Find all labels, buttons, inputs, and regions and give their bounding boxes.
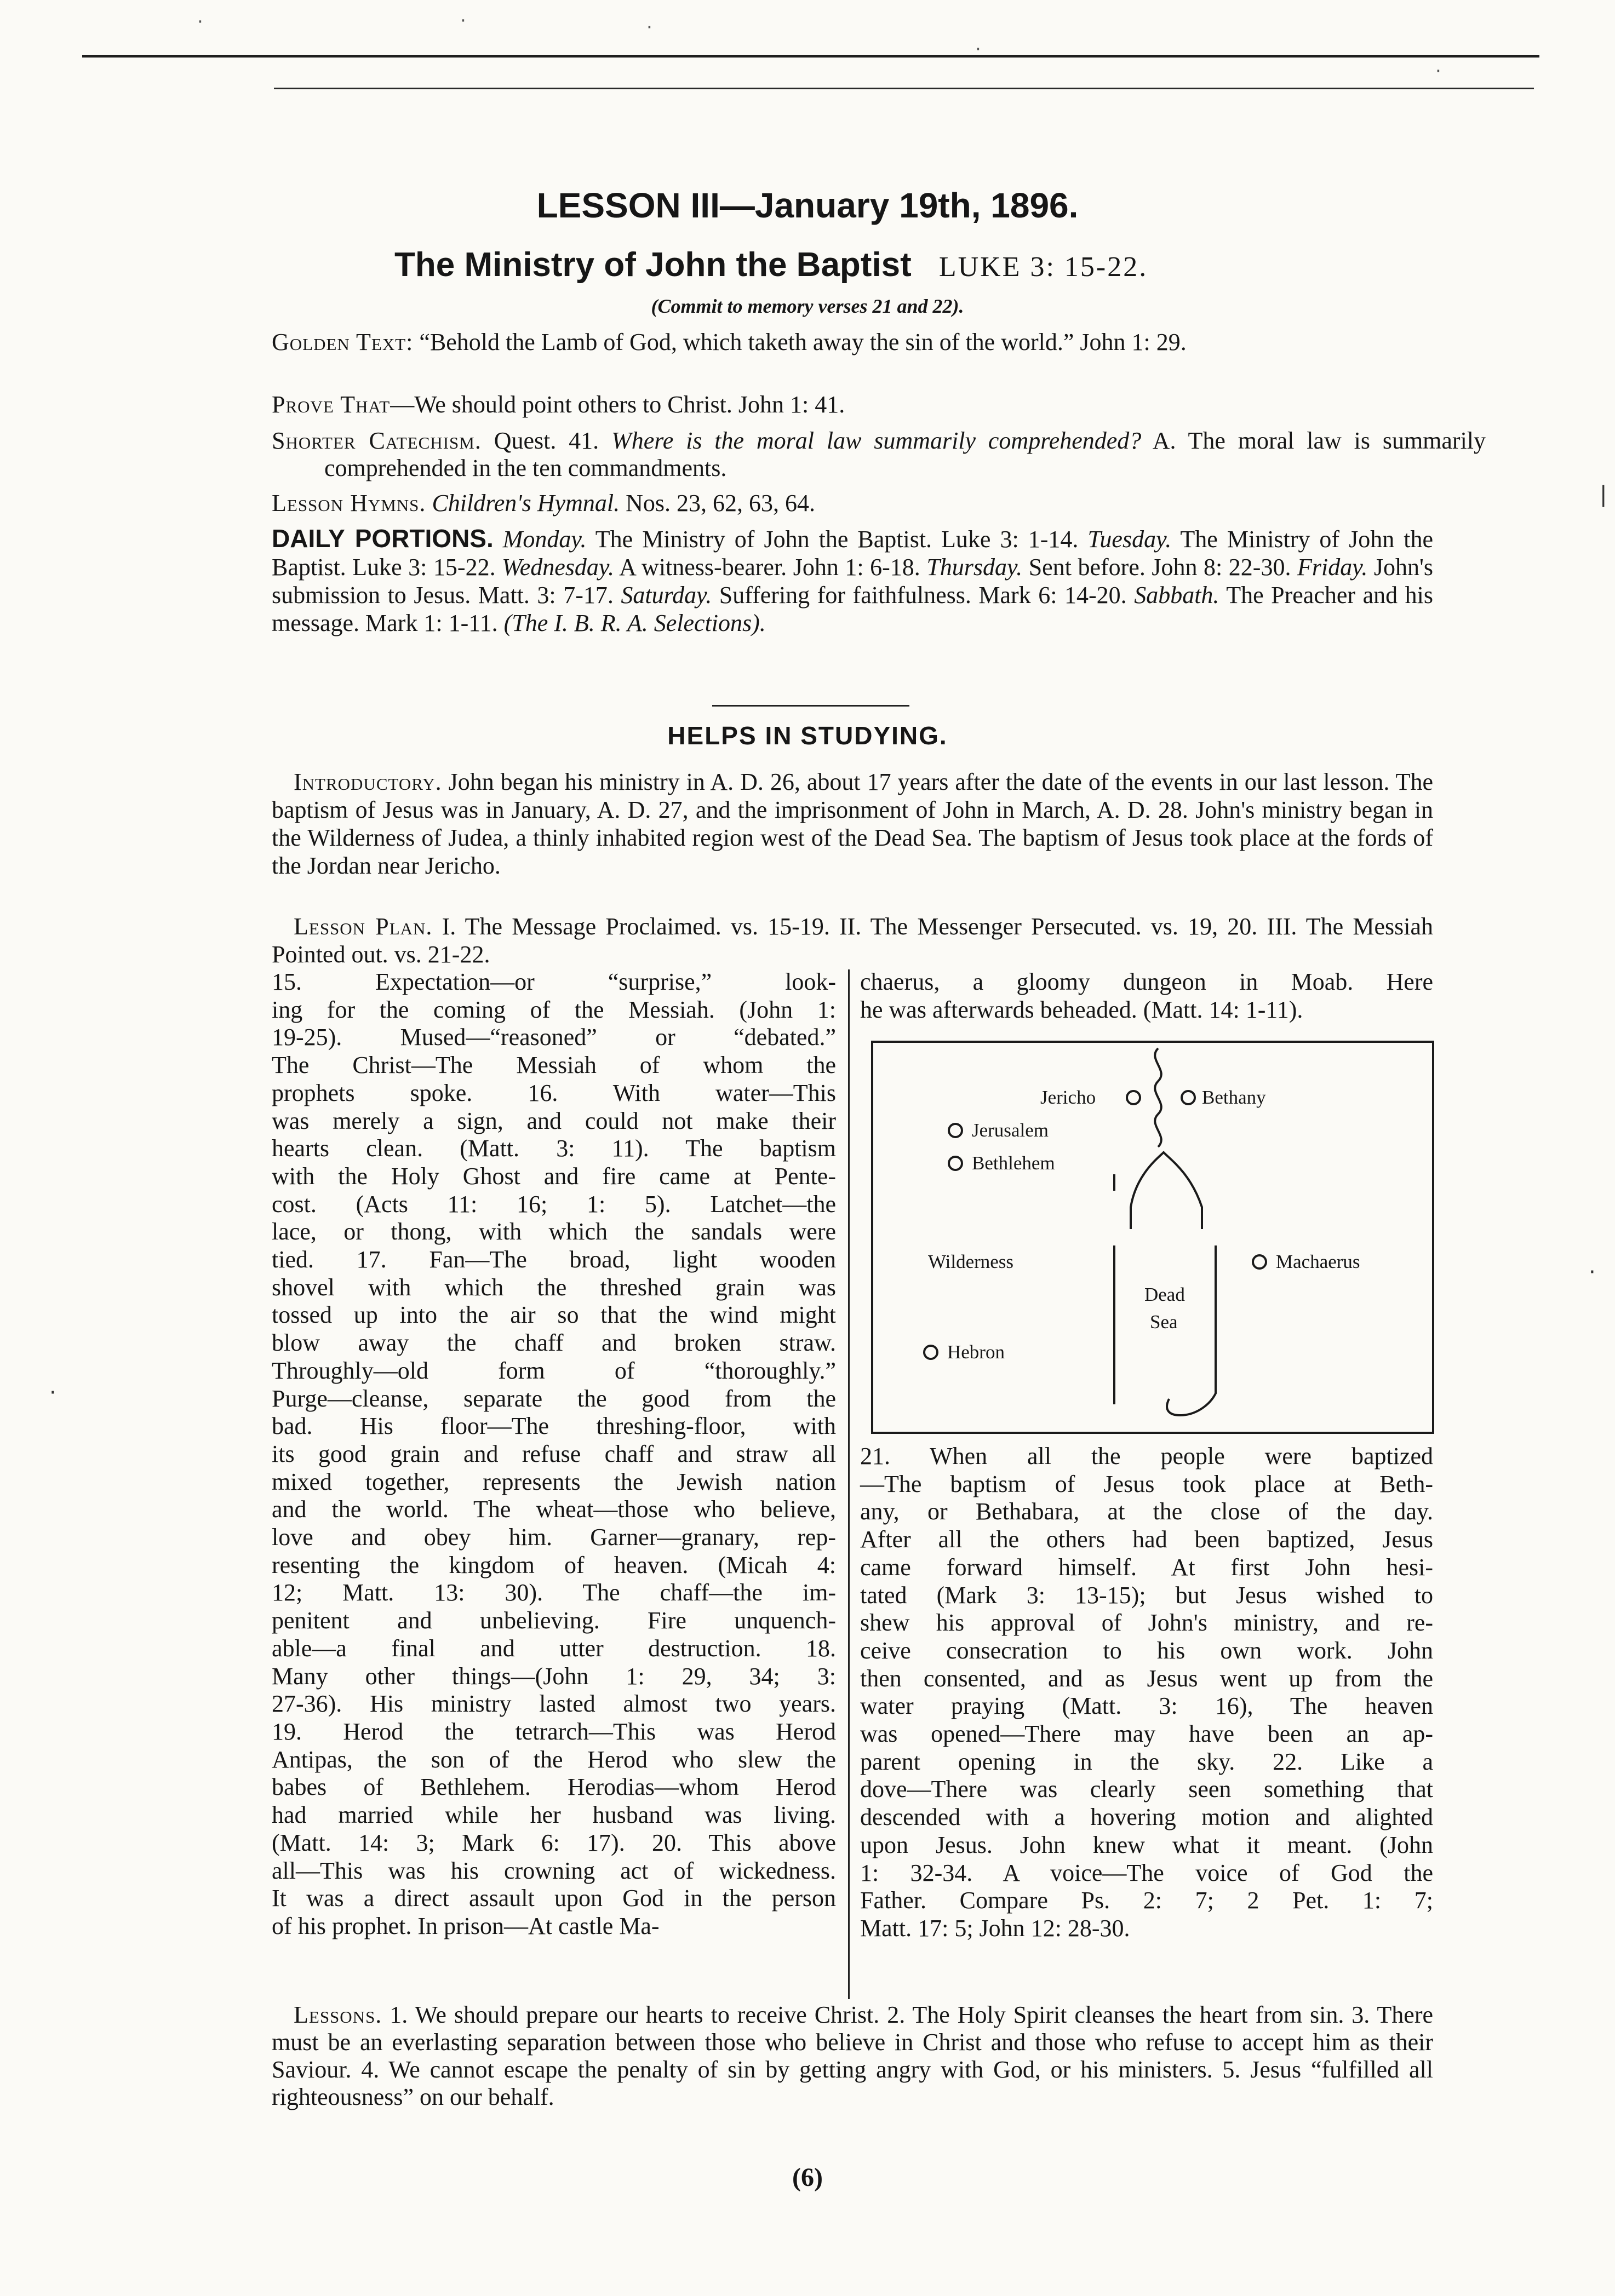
left-column-line: 19. Herod the tetrarch—This was Herod [272, 1718, 836, 1745]
daily-portion-day: Monday. [502, 526, 587, 553]
left-column-line: 15. Expectation—or “surprise,” look- [272, 968, 836, 995]
lesson-hymns [272, 490, 1433, 517]
left-column-line: The Christ—The Messiah of whom the [272, 1052, 836, 1079]
left-column-line: hearts clean. (Matt. 3: 11). The baptism [272, 1135, 836, 1162]
top-border-line [82, 55, 1539, 58]
left-column-line: Throughly—old form of “thoroughly.” [272, 1357, 836, 1384]
lessons [272, 2001, 1433, 2111]
daily-portion-day: Wednesday. [502, 554, 615, 581]
scan-speck: · [975, 38, 981, 60]
left-column-line: its good grain and refuse chaff and straw all [272, 1440, 836, 1467]
right-column-line: Matt. 17: 5; John 12: 28-30. [860, 1914, 1130, 1942]
lesson-reference: LUKE 3: 15-22. [938, 251, 1148, 283]
prove-that-label: Prove That [272, 391, 391, 418]
left-column-line: Antipas, the son of the Herod who slew the [272, 1746, 836, 1773]
right-column-line: came forward himself. At first John hesi- [860, 1553, 1433, 1581]
introductory-label: Introductory. [294, 768, 442, 795]
left-column-line: 19-25). Mused—“reasoned” or “debated.” [272, 1024, 836, 1051]
lessons-body: 1. We should prepare our hearts to receive Christ. 2. The Holy Spirit cleanses the heart from sin. 3. There must be an everlasting separation between those who believe in Christ and those who refuse to accept him as their Saviour. 4. We cannot escape the penalty of sin by getting angry with God, or his ministers. 5. Jesus “fulfilled all righteousness” on our behalf. [272, 2001, 1434, 2110]
top-border-line-secondary [274, 88, 1534, 89]
left-column-line: of his prophet. In prison—At castle Ma- [272, 1912, 660, 1939]
right-column-line: shew his approval of John's ministry, and re- [860, 1609, 1433, 1637]
dead-sea-north-shore [1131, 1152, 1202, 1229]
machaerus-marker [1253, 1255, 1266, 1268]
left-column-line: Many other things—(John 1: 29, 34; 3: [272, 1662, 836, 1690]
commit-note: (Commit to memory verses 21 and 22). [651, 295, 964, 317]
daily-portion-text: A witness-bearer. John 1: 6-18. [619, 554, 920, 581]
map-label-dead: Dead [1144, 1284, 1185, 1305]
dead-sea-region-map [871, 1041, 1434, 1434]
right-column-line: —The baptism of Jesus took place at Beth- [860, 1470, 1433, 1497]
right-column-top [860, 968, 1433, 1024]
scan-speck: · [460, 10, 466, 32]
scan-speck: · [197, 11, 203, 33]
helps-heading: HELPS IN STUDYING. [667, 721, 948, 750]
lessons-label: Lessons. [294, 2001, 382, 2028]
map-label-bethlehem: Bethlehem [972, 1152, 1055, 1174]
map-label-jericho: Jericho [1040, 1087, 1096, 1108]
right-column-line: upon Jesus. John knew what it meant. (John [860, 1831, 1433, 1858]
map-label-jerusalem: Jerusalem [972, 1120, 1049, 1141]
right-column-line: 21. When all the people were baptized [860, 1443, 1433, 1470]
right-column-line: descended with a hovering motion and alighted [860, 1804, 1433, 1831]
map-label-hebron: Hebron [947, 1341, 1005, 1363]
left-column-line: Purge—cleanse, separate the good from the [272, 1385, 836, 1412]
left-column-line: penitent and unbelieving. Fire unquench- [272, 1607, 836, 1634]
scan-speck: · [646, 16, 652, 38]
left-column-line: (Matt. 14: 3; Mark 6: 17). 20. This above [272, 1829, 836, 1856]
catechism-quest: Quest. 41. [494, 427, 599, 454]
jerusalem-marker [949, 1124, 962, 1137]
left-column-line: It was a direct assault upon God in the person [272, 1885, 836, 1912]
shorter-catechism [272, 427, 1486, 482]
lesson-hymns-label: Lesson Hymns. [272, 490, 426, 516]
margin-mark: · [49, 1380, 56, 1405]
lesson-hymns-numbers: Nos. 23, 62, 63, 64. [626, 490, 815, 516]
margin-mark: · [1589, 1260, 1596, 1285]
left-column-line: love and obey him. Garner—granary, rep- [272, 1524, 836, 1551]
left-column-line: blow away the chaff and broken straw. [272, 1329, 836, 1357]
right-column-bottom [860, 1443, 1433, 1943]
right-column-line: Father. Compare Ps. 2: 7; 2 Pet. 1: 7; [860, 1887, 1433, 1914]
golden-text [272, 329, 1486, 356]
right-column-line: tated (Mark 3: 13-15); but Jesus wished to [860, 1581, 1433, 1609]
left-column-line: prophets spoke. 16. With water—This [272, 1079, 836, 1106]
left-column-line: ing for the coming of the Messiah. (John 1: [272, 996, 836, 1023]
daily-portions [272, 525, 1433, 637]
jericho-marker [1127, 1091, 1140, 1104]
daily-portions-label: DAILY PORTIONS. [272, 524, 494, 553]
left-column-line: was merely a sign, and could not make their [272, 1107, 836, 1134]
map-label-wilderness: Wilderness [928, 1251, 1014, 1272]
lesson-plan-body: I. The Message Proclaimed. vs. 15-19. II. The Messenger Persecuted. vs. 19, 20. III. The Messiah Pointed out. vs. 21-22. [272, 913, 1433, 968]
daily-portion-text: The Preacher and his message. Mark 1: 1-11. [272, 582, 1433, 636]
bethlehem-marker [949, 1157, 962, 1170]
left-column-line: shovel with which the threshed grain was [272, 1273, 836, 1301]
golden-text-label: Golden Text: [272, 329, 414, 355]
catechism-label: Shorter Catechism. [272, 427, 482, 454]
left-column-line: 27-36). His ministry lasted almost two years. [272, 1690, 836, 1718]
right-column-line: parent opening in the sky. 22. Like a [860, 1748, 1433, 1775]
daily-portion-text: John's submission to Jesus. Matt. 3: 7-17. [272, 554, 1434, 609]
daily-portion-text: Suffering for faithfulness. Mark 6: 14-20. [719, 582, 1127, 609]
left-column-line: tied. 17. Fan—The broad, light wooden [272, 1246, 836, 1273]
left-column-line: and the world. The wheat—those who believe, [272, 1496, 836, 1523]
daily-portion-text: The Ministry of John the Baptist. Luke 3: 1-14. [595, 526, 1079, 553]
lesson-hymns-hymnal: Children's Hymnal. [432, 490, 620, 516]
left-column-line: lace, or thong, with which the sandals were [272, 1218, 836, 1245]
hebron-marker [924, 1346, 937, 1359]
daily-portion-day: Thursday. [926, 554, 1023, 581]
map-label-sea: Sea [1150, 1311, 1178, 1333]
section-divider [712, 705, 909, 707]
left-column-line: able—a final and utter destruction. 18. [272, 1634, 836, 1662]
column-separator [848, 969, 850, 1999]
left-column-line: had married while her husband was living. [272, 1801, 836, 1829]
lesson-title: The Ministry of John the Baptist [394, 246, 912, 284]
daily-portion-text: Sent before. John 8: 22-30. [1028, 554, 1291, 581]
right-column-line: water praying (Matt. 3: 16), The heaven [860, 1692, 1433, 1720]
left-column-line: babes of Bethlehem. Herodias—whom Herod [272, 1773, 836, 1801]
daily-portion-day: Tuesday. [1087, 526, 1172, 553]
daily-portion-day: Saturday. [621, 582, 712, 609]
right-column-line: he was afterwards beheaded. (Matt. 14: 1-11). [860, 996, 1303, 1023]
introductory-body: John began his ministry in A. D. 26, about 17 years after the date of the events in our last lesson. The baptism of Jesus was in January, A. D. 27, and the imprisonment of John in March, A. D. 28. John's ministry began in the Wilderness of Judea, a thinly inhabited region west of the Dead Sea. The baptism of Jesus took place at the fords of the Jordan near Jericho. [272, 768, 1433, 879]
daily-portion-day: Sabbath. [1134, 582, 1219, 609]
jordan-river [1155, 1048, 1161, 1147]
page-number: (6) [792, 2163, 823, 2192]
scan-speck: · [1435, 60, 1441, 82]
right-column-line: ceive consecration to his own work. John [860, 1637, 1433, 1664]
right-column-line: chaerus, a gloomy dungeon in Moab. Here [860, 968, 1433, 995]
lesson-heading: LESSON III—January 19th, 1896. [536, 186, 1079, 225]
map-drawing [873, 1043, 1432, 1432]
right-column-line: then consented, and as Jesus went up from the [860, 1664, 1433, 1692]
right-column-line: After all the others had been baptized, Jesus [860, 1526, 1433, 1553]
prove-that [272, 391, 1433, 418]
daily-portion-text: The Ministry of John the Baptist. Luke 3: 15-22. [272, 526, 1433, 581]
left-column-line: tossed up into the air so that the wind might [272, 1301, 836, 1329]
lesson-title-line [394, 245, 1326, 284]
right-column-line: 1: 32-34. A voice—The voice of God the [860, 1859, 1433, 1886]
catechism-question: Where is the moral law summarily comprehended? [611, 427, 1142, 454]
daily-portion-day: Friday. [1297, 554, 1368, 581]
left-column-line: all—This was his crowning act of wickedness. [272, 1857, 836, 1884]
right-column-line: dove—There was clearly seen something that [860, 1776, 1433, 1803]
map-label-machaerus: Machaerus [1276, 1251, 1360, 1272]
left-column-line: with the Holy Ghost and fire came at Pente- [272, 1162, 836, 1190]
left-column-line: bad. His floor—The threshing-floor, with [272, 1413, 836, 1440]
left-column-line: resenting the kingdom of heaven. (Micah 4: [272, 1551, 836, 1579]
bethany-marker [1182, 1091, 1195, 1104]
catechism-answer: A. The moral law is summarily comprehended in the ten commandments. [324, 427, 1486, 481]
margin-mark: | [1600, 482, 1607, 507]
left-column [272, 968, 836, 1941]
lesson-plan [272, 912, 1433, 968]
introductory [272, 768, 1433, 880]
prove-that-body: —We should point others to Christ. John 1: 41. [390, 391, 845, 418]
right-column-line: any, or Bethabara, at the close of the day. [860, 1498, 1433, 1525]
golden-text-body: “Behold the Lamb of God, which taketh away the sin of the world.” John 1: 29. [419, 329, 1187, 355]
left-column-line: cost. (Acts 11: 16; 1: 5). Latchet—the [272, 1190, 836, 1218]
lesson-plan-label: Lesson Plan. [294, 913, 433, 940]
daily-portions-selections: (The I. B. R. A. Selections). [503, 610, 766, 636]
map-label-bethany: Bethany [1202, 1087, 1266, 1108]
left-column-line: 12; Matt. 13: 30). The chaff—the im- [272, 1579, 836, 1606]
right-column-line: was opened—There may have been an ap- [860, 1720, 1433, 1748]
left-column-line: mixed together, represents the Jewish nation [272, 1468, 836, 1495]
